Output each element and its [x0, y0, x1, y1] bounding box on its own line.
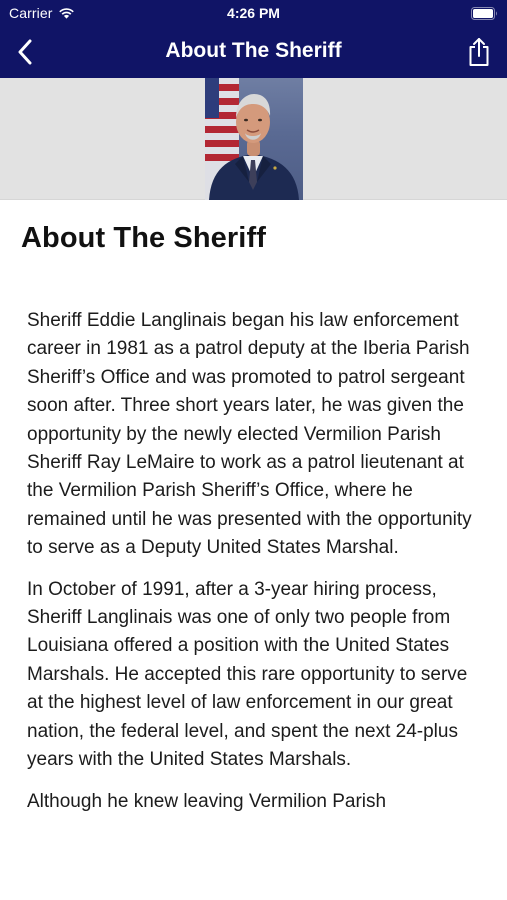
status-bar [0, 0, 507, 26]
battery-icon [471, 7, 498, 20]
paragraph-2: In October of 1991, after a 3-year hiring process, Sheriff Langlinais was one of only two people from Louisiana offered a position with the United States Marshals. He accepted this rare opportunity to serve at the highest level of law enforcement in our great nation, the federal level, and spent the next 24-plus years with the United States Marshals. [27, 578, 468, 771]
carrier-label: Carrier [9, 5, 53, 21]
nav-title: About The Sheriff [165, 39, 342, 62]
content-area [0, 222, 507, 816]
share-button[interactable] [461, 34, 497, 70]
paragraph-1: Sheriff Eddie Langlinais began his law enforcement career in 1981 as a patrol deputy at the Iberia Parish Sheriff’s Office and was promoted to patrol sergeant soon after. Three short years later, he was given the opportunity by the newly elected Vermilion Parish Sheriff Ray LeMaire to work as a patrol lieutenant at the Vermilion Parish Sheriff’s Office, where he remained until he was presented with the opportunity to serve as a Deputy United States Marshal. [27, 310, 472, 559]
nav-bar [0, 26, 507, 78]
paragraph-3: Although he knew leaving Vermilion Parish [27, 790, 387, 812]
top-bar [0, 0, 507, 78]
back-button[interactable] [10, 34, 40, 70]
chevron-left-icon [17, 39, 33, 65]
sheriff-portrait [205, 78, 303, 200]
biography-text [21, 307, 486, 816]
portrait-illustration [205, 78, 303, 200]
status-time: 4:26 PM [227, 5, 280, 21]
share-icon [467, 37, 491, 67]
page-title: About The Sheriff [21, 222, 266, 254]
sheriff-photo-banner [0, 78, 507, 200]
